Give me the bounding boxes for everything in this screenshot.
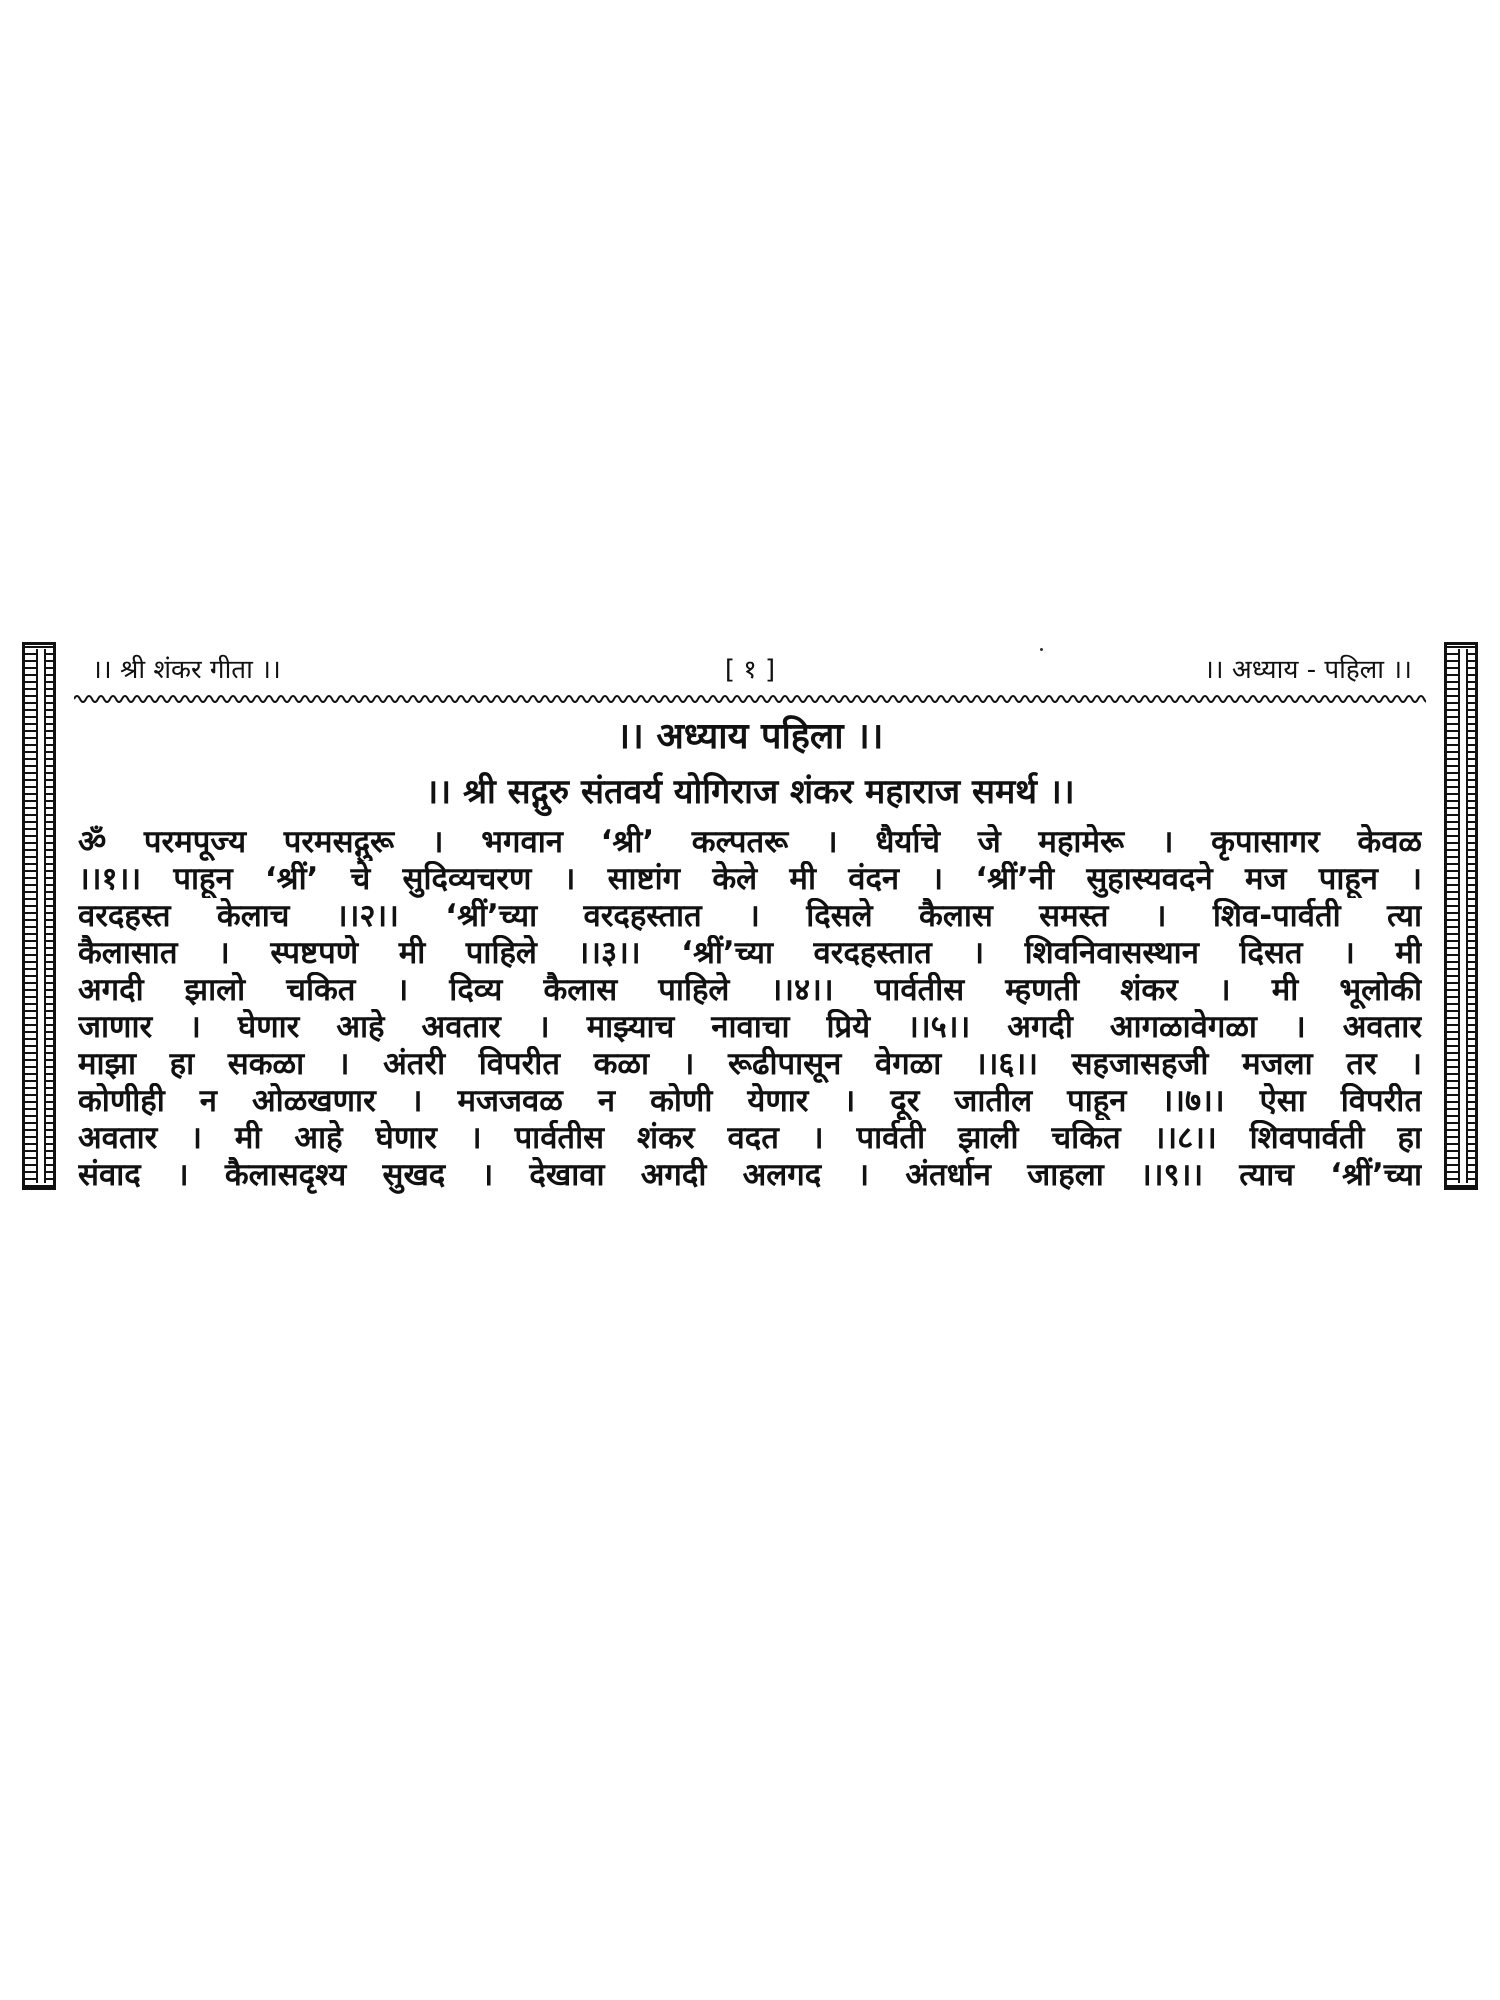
running-head-chapter: ।। अध्याय - पहिला ।। — [1203, 655, 1412, 685]
running-head-book-title: ।। श्री शंकर गीता ।। — [92, 655, 281, 685]
verse-line: अवतार । मी आहे घेणार । पार्वतीस शंकर वदत । पार्वती झाली चकित ।।८।। शिवपार्वती हा — [78, 1120, 1422, 1156]
verse-body — [78, 824, 1422, 1194]
verse-line: माझा हा सकळा । अंतरी विपरीत कळा । रूढीपासून वेगळा ।।६।। सहजासहजी मजला तर । — [78, 1046, 1422, 1082]
verse-line: जाणार । घेणार आहे अवतार । माझ्याच नावाचा प्रिये ।।५।। अगदी आगळावेगळा । अवतार — [78, 1009, 1422, 1045]
verse-line: संवाद । कैलासदृश्य सुखद । देखावा अगदी अलगद । अंतर्धान जाहला ।।९।। त्याच ‘श्रीं’च्या — [78, 1157, 1422, 1193]
verse-line: वरदहस्त केलाच ।।२।। ‘श्रीं’च्या वरदहस्तात । दिसले कैलास समस्त । शिव-पार्वती त्या — [78, 898, 1422, 934]
left-greek-key-border — [22, 642, 56, 1190]
right-greek-key-border — [1444, 642, 1478, 1190]
verse-line: ।।१।। पाहून ‘श्रीं’ चे सुदिव्यचरण । साष्टांग केले मी वंदन । ‘श्रीं’नी सुहास्यवदने मज पाहून । — [78, 861, 1422, 897]
wavy-rule-divider — [74, 692, 1426, 706]
running-head — [74, 650, 1426, 690]
page-number: [ १ ] — [724, 655, 776, 685]
chapter-title: ।। अध्याय पहिला ।। — [616, 716, 884, 757]
verse-line: ॐ परमपूज्य परमसद्गुरू । भगवान ‘श्री’ कल्पतरू । धैर्याचे जे महामेरू । कृपासागर केवळ — [78, 824, 1422, 860]
verse-line: कैलासात । स्पष्टपणे मी पाहिले ।।३।। ‘श्रीं’च्या वरदहस्तात । शिवनिवासस्थान दिसत । मी — [78, 935, 1422, 971]
invocation-line: ।। श्री सद्गुरु संतवर्य योगिराज शंकर महाराज समर्थ ।। — [425, 772, 1075, 812]
book-page — [22, 642, 1478, 1193]
verse-line: कोणीही न ओळखणार । मजजवळ न कोणी येणार । दूर जातील पाहून ।।७।। ऐसा विपरीत — [78, 1083, 1422, 1119]
verse-line: अगदी झालो चकित । दिव्य कैलास पाहिले ।।४।। पार्वतीस म्हणती शंकर । मी भूलोकी — [78, 972, 1422, 1008]
